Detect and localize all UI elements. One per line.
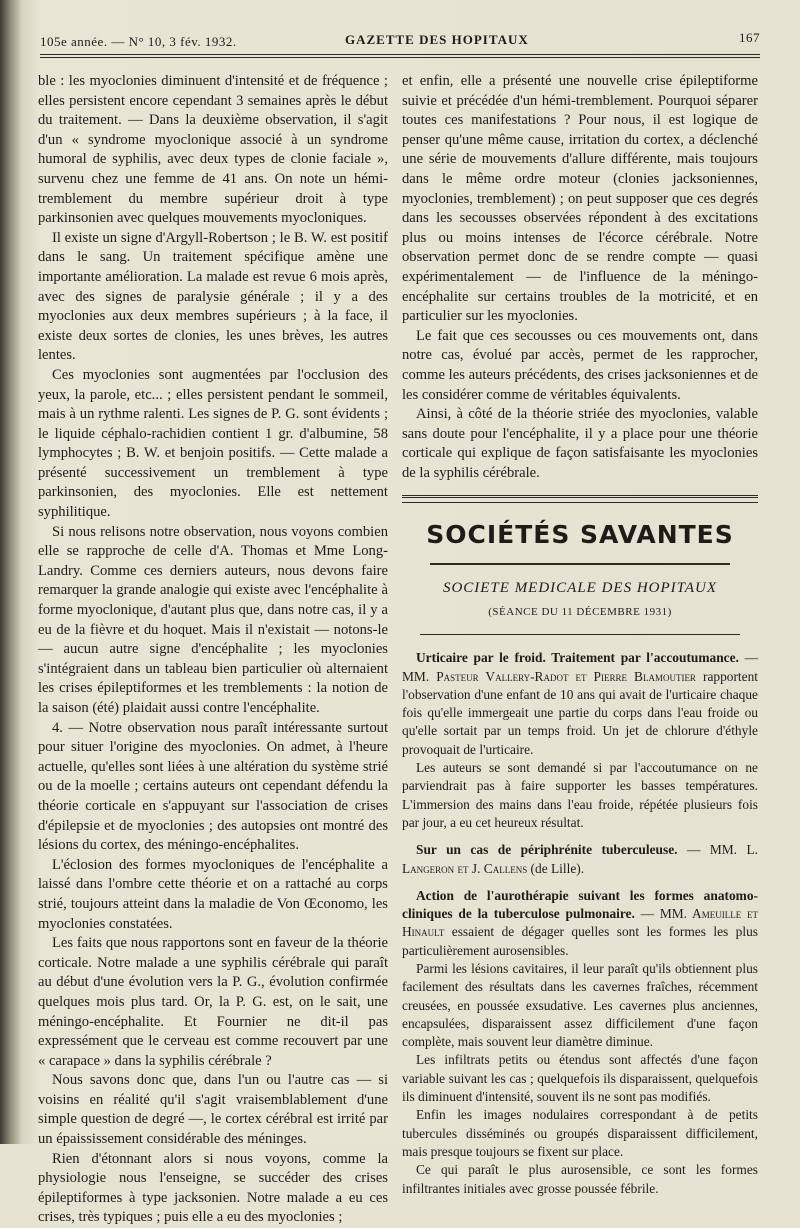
running-header [40, 30, 760, 56]
section-title-rule [430, 563, 730, 565]
paragraph: Ces myoclonies sont augmentées par l'occlusion des yeux, la parole, etc... ; elles persistent pendant le sommeil, mais à un rythme ralenti. Les signes de P. G. sont évidents ; le liquide céphalo-rachidien contient 1 gr. d'albumine, 58 lymphocytes ; B. W. et benjoin positifs. — Cette malade a présenté successivement un tremblement à type parkinsonien, des myoclonies. Elle est nettement syphilitique. [38, 366, 388, 521]
paragraph: 4. — Notre observation nous paraît intéressante surtout pour situer l'origine des myoclonies. On admet, à l'heure actuelle, qu'elles sont liées à une altération du système strié ou de la moelle ; certains auteurs ont cependant défendu la théorie corticale en s'appuyant sur l'association de crises d'épilepsie et de myoclonies ; des autopsies ont montré des lésions du cortex, des méningo-encéphalites. [38, 719, 388, 854]
paragraph: L'éclosion des formes myocloniques de l'encéphalite a laissé dans l'ombre cette théorie et on a rattaché au corps strié, toujours atteint dans la maladie de Von Œconomo, les myoclonies constatées. [38, 856, 388, 932]
entry-authors: — MM. Ameuille et Hinault [402, 906, 758, 940]
paragraph: Nous savons donc que, dans l'un ou l'autre cas — si voisins en réalité qu'il s'agit vraisemblablement d'une simple question de degré —, le cortex cérébral est irrité par un épaississement considérable des méninges. [38, 1072, 388, 1148]
proceedings [402, 649, 758, 1198]
paragraph: Parmi les lésions cavitaires, il leur paraît qu'ils obtiennent plus facilement des résultats dans les cavernes fraîches, récemment creusées, en poussée exsudative. Les cavernes plus anciennes, encapsulées, disparaissent assez difficilement d'une façon complète, mais souvent leur diamètre diminue. [402, 961, 758, 1050]
entry-text: essaient de dégager quelles sont les formes les plus particulièrement aurosensibles. [402, 924, 758, 958]
right-column [402, 72, 758, 1198]
paragraph: Les infiltrats petits ou étendus sont affectés d'une façon variable suivant les cas ; quelquefois ils disparaissent, quelquefois ils diminuent d'intensité, souvent ils ne sont pas modifiés. [402, 1052, 758, 1105]
society-name: SOCIETE MEDICALE DES HOPITAUX [442, 580, 718, 597]
section-divider [402, 495, 758, 498]
paragraph: Le fait que ces secousses ou ces mouvements ont, dans notre cas, évolué par accès, permet de les rapprocher, comme les auteurs précédents, des crises jacksoniennes et de les considérer comme de véritables équivalents. [402, 327, 758, 403]
entry-title: Urticaire par le froid. Traitement par l'accoutumance. [416, 650, 739, 666]
entry-title: Action de l'aurothérapie suivant les formes anatomo-cliniques de la tuberculose pulmonaire. [402, 887, 758, 922]
paragraph: Ainsi, à côté de la théorie striée des myoclonies, valable sans doute pour l'encéphalite, il y a place pour une théorie corticale qui explique de façon satisfaisante les myoclonies de la syphilis cérébrale. [402, 406, 758, 481]
entry-title: Sur un cas de périphrénite tuberculeuse. [416, 842, 678, 858]
entry-text: rapportent l'observation d'une enfant de 10 ans qui avait de l'urticaire chaque fois qu'elle immergeait une partie du corps dans l'eau froide ou qu'elle sortait par un temps froid. Un jet de chlorure d'éthyle provoquait de l'urticaire. [402, 668, 759, 757]
paragraph: Enfin les images nodulaires correspondant à de petits tubercules disséminés ou groupés disparaissent difficilement, mais presque toujours se fixent sur place. [402, 1107, 758, 1159]
header-rule [40, 54, 760, 58]
entry-aurotherapie [402, 887, 758, 960]
session-rule [420, 634, 740, 635]
paragraph: et enfin, elle a présenté une nouvelle crise épileptiforme suivie et précédée d'un hémi-tremblement. Pourquoi séparer toutes ces manifestations ? Pour nous, il est logique de penser qu'une même cause, irritation du cortex, a déclenché une série de mouvements d'allure différente, mais toujours dans le même ordre moteur (clonies jacksoniennes, myoclonies, tremblement) ; on peut supposer que ces degrés dans les secousses observées répondent à des excitations plus ou moins intenses de l'écorce cérébrale. Notre observation permet donc de se rendre compte — quasi expérimentalement — de l'influence de la méningo-encéphalite sur certains troubles de la motricité, et en particulier sur les myoclonies. [402, 73, 758, 325]
paragraph: ble : les myoclonies diminuent d'intensité et de fréquence ; elles persistent encore cependant 3 semaines après le début du traitement. — Dans la deuxième observation, il s'agit d'un « syndrome myoclonique associé à un syndrome humoral de syphilis, avec deux types de clonie faciale », survenu chez une femme de 41 ans. On note un hémi-tremblement du membre supérieur droit à type parkinsonien avec quelques mouvements myocloniques. [38, 73, 388, 227]
entry-text: (de Lille). [527, 860, 585, 876]
section-title: SOCIÉTÉS SAVANTES [426, 520, 734, 550]
journal-title: GAZETTE DES HOPITAUX [345, 32, 529, 47]
page-number: 167 [739, 30, 760, 45]
section-divider-thin [402, 502, 758, 503]
paragraph: Ce qui paraît le plus aurosensible, ce sont les formes infiltrantes initiales avec grosse poussée fébrile. [402, 1162, 758, 1196]
paragraph: Si nous relisons notre observation, nous voyons combien elle se rapproche de celle d'A. Thomas et Mme Long-Landry. Comme ces derniers auteurs, nous devons faire remarquer la grande analogie qui existe avec l'encéphalite à forme myoclonique, d'autant plus que, dans notre cas, il y a eu de la fièvre et du hoquet. Mais il n'existait — notons-le — aucun autre signe d'encéphalite ; les myoclonies s'intégraient dans un tableau bien particulier où alternaient les crises épileptiformes et les tremblements : la notion de la saison (été) plaidait aussi contre l'encéphalite. [38, 523, 388, 716]
entry-authors: — MM. Pasteur Vallery-Radot et Pierre Blamoutier [402, 650, 758, 684]
paragraph: Les faits que nous rapportons sont en faveur de la théorie corticale. Notre malade a une syphilis cérébrale qui paraît au début d'une évolution vers la P. G., évolution confirmée quelques mois plus tard. Or, la P. G. est, on le sait, une méningo-encéphalite. Et Fournier ne dit-il pas expressément que le cerveau est comme recouvert par une « carapace » dans la syphilis cérébrale ? [38, 935, 388, 1069]
issue-info: 105e année. — N° 10, 3 fév. 1932. [40, 34, 237, 49]
session-date: (SÉANCE DU 11 DÉCEMBRE 1931) [488, 605, 672, 618]
entry-urticaire [402, 649, 758, 759]
paragraph: Il existe un signe d'Argyll-Robertson ; le B. W. est positif dans le sang. Un traitement spécifique amène une importante amélioration. La malade est revue 6 mois après, avec des signes de paralysie générale ; il y a des myoclonies aux deux membres supérieurs ; à la face, il existe deux sortes de clonies, les unes brèves, les autres lentes. [38, 229, 388, 364]
paragraph: Les auteurs se sont demandé si par l'accoutumance on ne parviendrait pas à faire supporter les basses températures. L'immersion des mains dans l'eau froide, répétée plusieurs fois par jour, a eu cet heureux résultat. [402, 760, 758, 830]
left-column [38, 72, 388, 1228]
entry-periphrenite [402, 841, 758, 878]
paragraph: Rien d'étonnant alors si nous voyons, comme la physiologie nous l'enseigne, se succéder des crises épileptiformes à type jacksonien. Notre malade a eu ces crises, très typiques ; puis elle a eu des myoclonies ; [38, 1150, 388, 1226]
entry-authors: — MM. L. Langeron et J. Callens [402, 842, 758, 876]
